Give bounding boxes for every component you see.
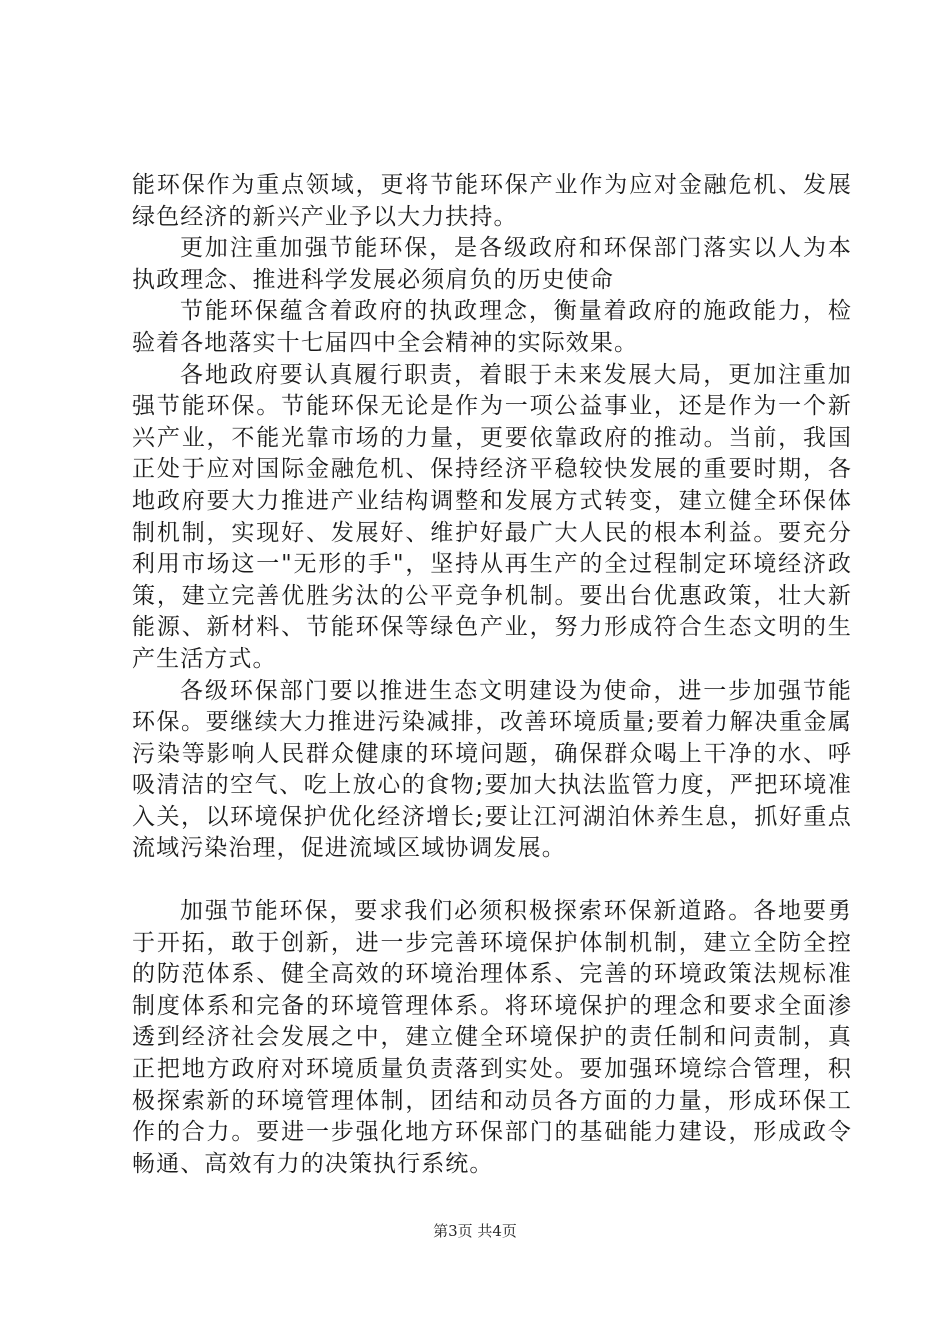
document-body	[132, 170, 852, 1180]
paragraph-spacer	[132, 865, 852, 896]
paragraph-philosophy: 节能环保蕴含着政府的执政理念，衡量着政府的施政能力，检验着各地落实十七届四中全会精神的实际效果。	[132, 298, 852, 356]
paragraph-environmental-departments: 各级环保部门要以推进生态文明建设为使命，进一步加强节能环保。要继续大力推进污染减排，改善环境质量;要着力解决重金属污染等影响人民群众健康的环境问题，确保群众喝上干净的水、呼吸清洁的空气、吃上放心的食物;要加大执法监管力度，严把环境准入关，以环境保护优化经济增长;要让江河湖泊休养生息，抓好重点流域污染治理，促进流域区域协调发展。	[132, 677, 852, 862]
paragraph-continuation: 能环保作为重点领域，更将节能环保产业作为应对金融危机、发展绿色经济的新兴产业予以大力扶持。	[132, 172, 852, 230]
paragraph-heading-mission: 更加注重加强节能环保，是各级政府和环保部门落实以人为本执政理念、推进科学发展必须肩负的历史使命	[132, 235, 852, 293]
paragraph-local-government: 各地政府要认真履行职责，着眼于未来发展大局，更加注重加强节能环保。节能环保无论是作为一项公益事业，还是作为一个新兴产业，不能光靠市场的力量，更要依靠政府的推动。当前，我国正处于应对国际金融危机、保持经济平稳较快发展的重要时期，各地政府要大力推进产业结构调整和发展方式转变，建立健全环保体制机制，实现好、发展好、维护好最广大人民的根本利益。要充分利用市场这一"无形的手"，坚持从再生产的全过程制定环境经济政策，建立完善优胜劣汰的公平竞争机制。要出台优惠政策，壮大新能源、新材料、节能环保等绿色产业，努力形成符合生态文明的生产生活方式。	[132, 361, 852, 672]
page-number-footer: 第3页 共4页	[433, 1222, 517, 1240]
paragraph-new-path: 加强节能环保，要求我们必须积极探索环保新道路。各地要勇于开拓，敢于创新，进一步完善环境保护体制机制，建立全防全控的防范体系、健全高效的环境治理体系、完善的环境政策法规标准制度体系和完备的环境管理体系。将环境保护的理念和要求全面渗透到经济社会发展之中，建立健全环境保护的责任制和问责制，真正把地方政府对环境质量负责落到实处。要加强环境综合管理，积极探索新的环境管理体制，团结和动员各方面的力量，形成环保工作的合力。要进一步强化地方环保部门的基础能力建设，形成政令畅通、高效有力的决策执行系统。	[132, 898, 852, 1177]
